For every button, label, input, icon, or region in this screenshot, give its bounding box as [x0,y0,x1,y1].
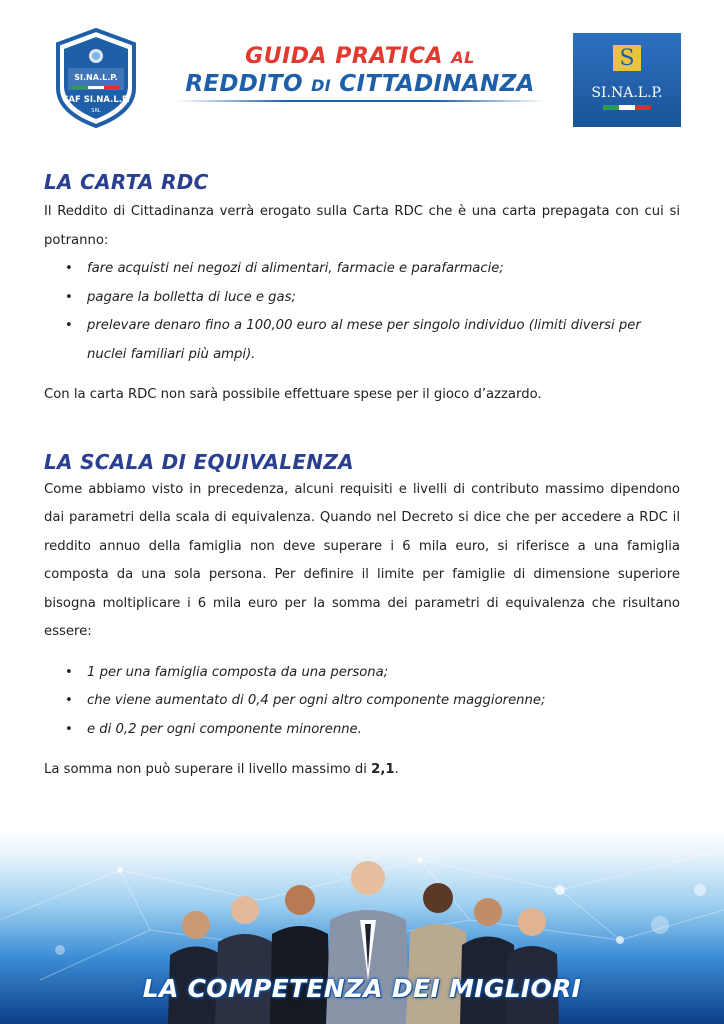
scala-closing: La somma non può superare il livello massimo di 2,1. [44,762,399,777]
carta-rdc-list [44,255,680,369]
footer-slogan: LA COMPETENZA DEI MIGLIORI [142,974,582,1003]
list-item: • pagare la bolletta di luce e gas; [65,289,296,305]
list-item: • fare acquisti nei negozi di alimentari, farmacie e parafarmacie; [65,261,504,276]
list-item: • 1 per una famiglia composta da una persona; [65,664,389,680]
right-logo-letter: S [619,46,635,71]
carta-rdc-closing: Con la carta RDC non sarà possibile effettuare spese per il gioco d’azzardo. [44,387,542,402]
sinalp-logo [573,33,681,127]
title-line-1: GUIDA PRATICA AL [245,44,475,69]
list-item: • prelevare denaro fino a 100,00 euro al mese per singolo individuo (limiti diversi per nuclei familiari più ampi). [65,318,641,362]
title-line-2: REDDITO DI CITTADINANZA [185,71,535,97]
title-underline [176,100,546,102]
section-heading-scala-equivalenza: LA SCALA DI EQUIVALENZA [44,449,354,474]
scala-intro: Come abbiamo visto in precedenza, alcuni requisiti e livelli di contributo massimo dipendono dai parametri della scala di equivalenza. Quando nel Decreto si dice che per accedere a RDC il reddito annuo della famiglia non deve superare i 6 mila euro, si riferisce a una famiglia composta da una sola persona. Per definire il limite per famiglie di dimensione superiore bisogna moltiplicare i 6 mila euro per la somma dei parametri di equivalenza che risultano essere: [44,481,680,639]
left-logo-name: SI.NA.L.P. [74,73,118,82]
max-level-value: 2,1 [371,762,395,777]
left-logo-sub: SRL [91,108,101,114]
document-title [160,44,560,99]
scala-list [44,659,680,745]
page-content [44,170,680,785]
list-item: • e di 0,2 per ogni componente minorenne. [65,721,362,737]
caf-sinalp-logo [54,28,138,128]
footer-banner [0,830,724,1024]
section-heading-carta-rdc: LA CARTA RDC [44,170,209,194]
carta-rdc-intro: Il Reddito di Cittadinanza verrà erogato sulla Carta RDC che è una carta prepagata con cui si potranno: [44,204,680,248]
right-logo-name: SI.NA.L.P. [591,85,663,101]
left-logo-caption: CAF SI.NA.L.P. [62,95,130,105]
list-item: • che viene aumentato di 0,4 per ogni altro componente maggiorenne; [65,693,546,708]
